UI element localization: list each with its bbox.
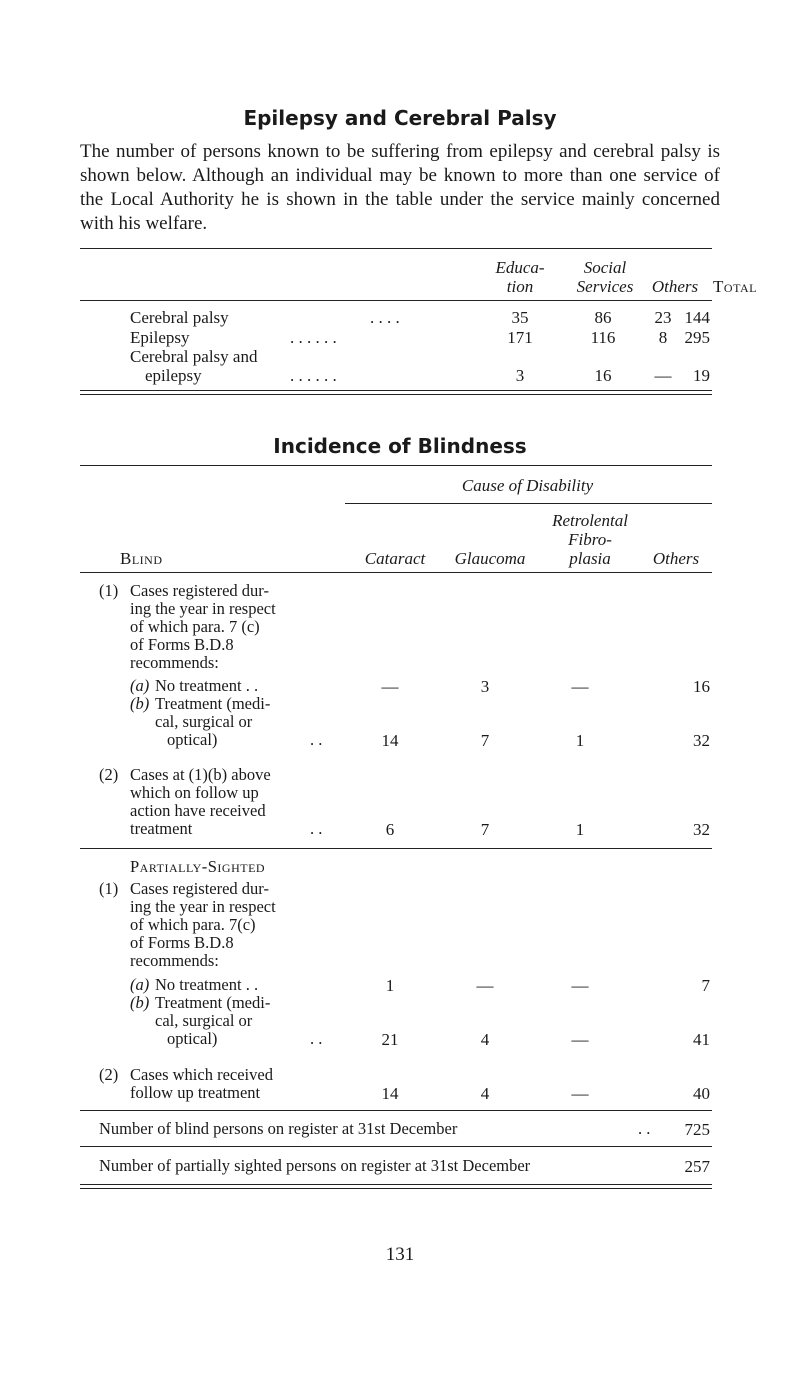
cell-others: —	[654, 366, 672, 385]
subitem-text: No treatment . .	[155, 975, 259, 994]
leader-dots: . . . .	[370, 308, 400, 327]
cell-glaucoma: 7	[480, 820, 490, 839]
col-header-social: Social Services	[576, 258, 634, 296]
leader-dots: . . . . . .	[290, 328, 337, 347]
item-text: Cases at (1)(b) above which on follow up action have received treatment	[130, 765, 271, 838]
cell-cataract: 1	[385, 976, 395, 995]
cell-others: 23	[654, 308, 672, 327]
subitem-label: (b)	[130, 694, 150, 713]
col-header-blind: Blind	[120, 549, 163, 568]
subitem-text: Treatment (medi- cal, surgical or optical)	[155, 694, 271, 749]
cell-glaucoma: —	[476, 976, 494, 995]
cell-others: 32	[693, 731, 710, 750]
leader-dots: . .	[310, 1029, 323, 1048]
cell-glaucoma: 3	[480, 677, 490, 696]
cell-others: 8	[658, 328, 668, 347]
cell-glaucoma: 4	[480, 1084, 490, 1103]
subitem-label: (a)	[130, 676, 150, 695]
section-rule	[80, 1110, 712, 1111]
section-title-epilepsy: Epilepsy and Cerebral Palsy	[243, 106, 557, 130]
register-blind-text: Number of blind persons on register at 31st December	[99, 1119, 458, 1138]
cell-others: 32	[693, 820, 710, 839]
cell-social: 86	[594, 308, 612, 327]
section-rule	[80, 1146, 712, 1147]
row-label-cont: epilepsy	[145, 366, 202, 385]
cell-cataract: 6	[385, 820, 395, 839]
item-number: (2)	[99, 765, 119, 784]
table-bottom-rule	[80, 1184, 712, 1189]
cell-cataract: 14	[381, 731, 399, 750]
col-header-others: Others	[652, 549, 700, 568]
cell-cataract: —	[381, 677, 399, 696]
row-label: Cerebral palsy	[130, 308, 229, 327]
col-header-cataract: Cataract	[364, 549, 426, 568]
cell-retrolental: 1	[575, 731, 585, 750]
cell-retrolental: —	[571, 976, 589, 995]
cell-others: 41	[693, 1030, 710, 1049]
item-text: Cases registered dur- ing the year in respect of which para. 7(c) of Forms B.D.8 recommends:	[130, 879, 276, 970]
cell-cataract: 21	[381, 1030, 399, 1049]
register-partial-text: Number of partially sighted persons on register at 31st December	[99, 1156, 531, 1175]
register-blind-value: 725	[684, 1120, 710, 1139]
cause-header: Cause of Disability	[461, 476, 594, 495]
item-number: (2)	[99, 1065, 119, 1084]
page-number: 131	[385, 1244, 415, 1265]
intro-paragraph: The number of persons known to be suffering from epilepsy and cerebral palsy is shown below. Although an individual may be known to more than one service of the Local Authority he is shown in the table under the service mainly concerned with his welfare.	[80, 141, 720, 234]
col-header-total: Total	[713, 277, 757, 296]
cell-education: 35	[511, 308, 529, 327]
row-label: Cerebral palsy and	[130, 347, 258, 366]
item-number: (1)	[99, 879, 119, 898]
subitem-text: Treatment (medi- cal, surgical or optical)	[155, 993, 271, 1048]
col-header-education: Educa- tion	[495, 258, 545, 296]
leader-dots: . .	[310, 730, 323, 749]
subitem-label: (a)	[130, 975, 150, 994]
cell-education: 3	[515, 366, 525, 385]
cell-others: 16	[693, 677, 710, 696]
section-rule	[80, 848, 712, 849]
cell-glaucoma: 4	[480, 1030, 490, 1049]
table-top-rule	[80, 465, 712, 466]
col-header-others: Others	[651, 277, 699, 296]
cell-retrolental: —	[571, 677, 589, 696]
table-top-rule	[80, 248, 712, 249]
header-rule	[80, 300, 712, 301]
cell-others: 7	[701, 976, 710, 995]
cell-social: 116	[590, 328, 616, 347]
section-title-blindness: Incidence of Blindness	[273, 434, 527, 458]
leader-dots: . .	[638, 1119, 651, 1138]
subitem-label: (b)	[130, 993, 150, 1012]
table-bottom-rule	[80, 390, 712, 395]
cause-underline	[345, 503, 712, 504]
subitem-text: No treatment . .	[155, 676, 259, 695]
cell-cataract: 14	[381, 1084, 399, 1103]
cell-social: 16	[594, 366, 612, 385]
item-text: Cases which received follow up treatment	[130, 1065, 273, 1102]
cell-education: 171	[507, 328, 533, 347]
item-text: Cases registered dur- ing the year in respect of which para. 7 (c) of Forms B.D.8 recommends:	[130, 581, 276, 672]
register-partial-value: 257	[684, 1157, 710, 1176]
cell-retrolental: —	[571, 1084, 589, 1103]
cell-others: 40	[693, 1084, 710, 1103]
cell-retrolental: —	[571, 1030, 589, 1049]
header-rule	[80, 572, 712, 573]
row-label: Epilepsy	[130, 328, 190, 347]
leader-dots: . . . . . .	[290, 366, 337, 385]
cell-total: 295	[684, 328, 710, 347]
leader-dots: . .	[310, 819, 323, 838]
item-number: (1)	[99, 581, 119, 600]
cell-glaucoma: 7	[480, 731, 490, 750]
cell-retrolental: 1	[575, 820, 585, 839]
cell-total: 144	[684, 308, 710, 327]
cell-total: 19	[693, 366, 710, 385]
partially-sighted-heading: Partially-Sighted	[130, 857, 266, 876]
col-header-retrolental: Retrolental Fibro- plasia	[552, 511, 628, 568]
col-header-glaucoma: Glaucoma	[454, 549, 526, 568]
